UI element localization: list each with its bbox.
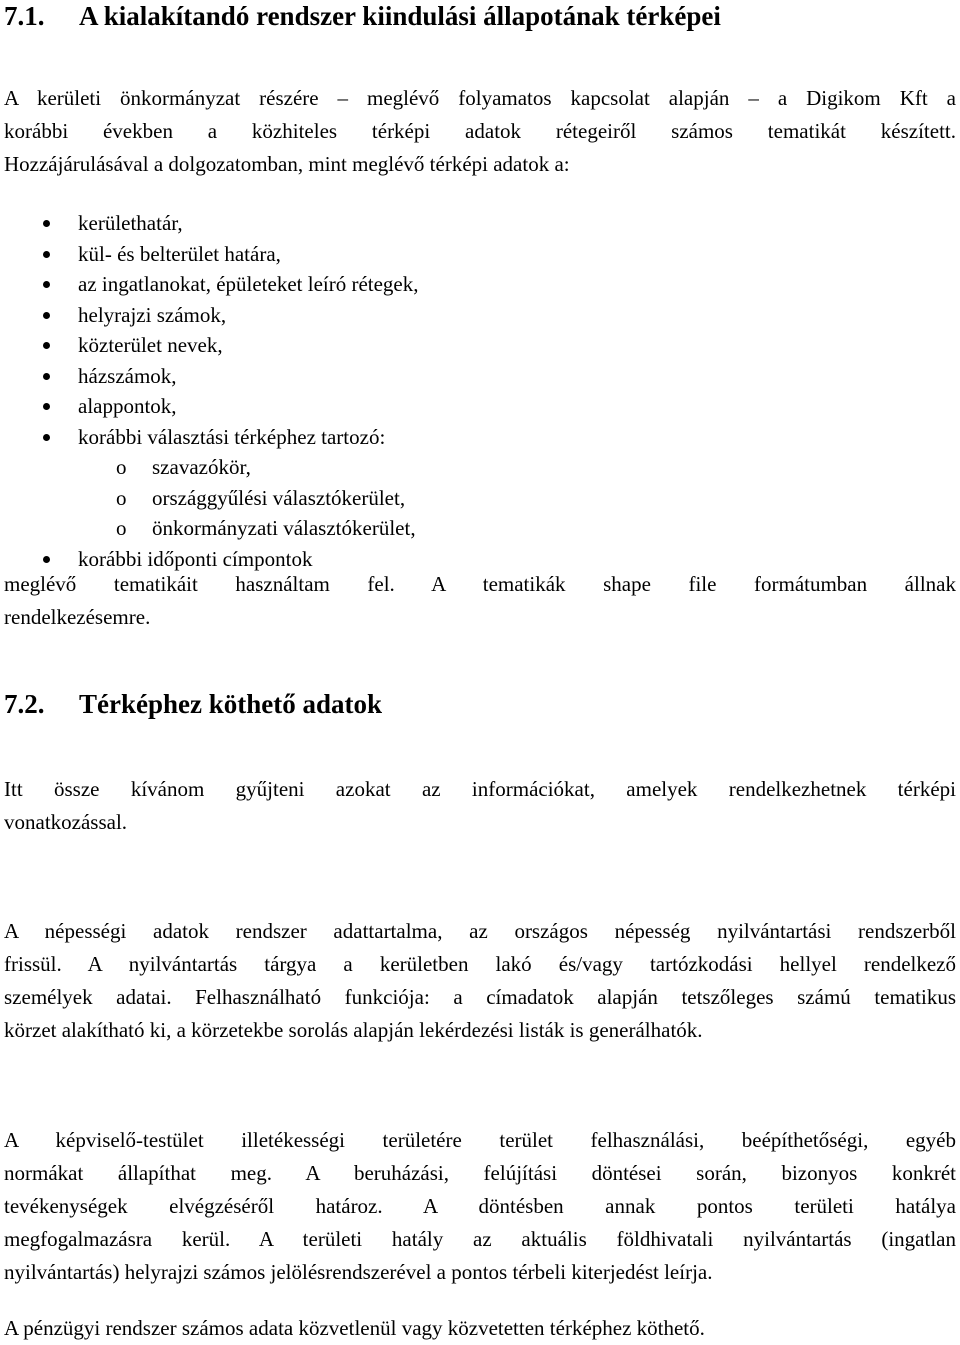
paragraph-council xyxy=(4,1124,956,1289)
paragraph-line: normákat állapíthat meg. A beruházási, felújítási döntései során, bizonyos konkrét xyxy=(4,1161,956,1185)
paragraph-line: vonatkozással. xyxy=(4,810,128,834)
bullet-icon xyxy=(43,373,50,380)
list-item: kül- és belterület határa, xyxy=(0,239,960,270)
bullet-icon xyxy=(43,251,50,258)
section-heading-7-1 xyxy=(4,0,721,32)
paragraph-line: tevékenységek elvégzéséről határoz. A döntésben annak pontos területi hatálya xyxy=(4,1194,956,1218)
bullet-icon xyxy=(43,281,50,288)
section-number: 7.2. xyxy=(4,689,45,719)
list-item: alappontok, xyxy=(0,391,960,422)
paragraph-info xyxy=(4,773,956,839)
paragraph-line: frissül. A nyilvántartás tárgya a kerületben lakó és/vagy tartózkodási hellyel rendelkező xyxy=(4,952,956,976)
circle-bullet-icon: o xyxy=(116,485,127,510)
paragraph-population xyxy=(4,915,956,1047)
intro-paragraph xyxy=(4,82,956,181)
section-number: 7.1. xyxy=(4,1,45,31)
list-item: helyrajzi számok, xyxy=(0,300,960,331)
paragraph-line: nyilvántartás) helyrajzi számos jelölésrendszerével a pontos térbeli kiterjedést leírja. xyxy=(4,1260,713,1284)
paragraph-line: A pénzügyi rendszer számos adata közvetlenül vagy közvetetten térképhez köthető. xyxy=(4,1316,705,1340)
section-heading-7-2 xyxy=(4,688,382,720)
sub-list-item: o szavazókör, xyxy=(0,452,960,483)
sub-list-item: o országgyűlési választókerület, xyxy=(0,483,960,514)
paragraph-line: személyek adatai. Felhasználható funkciója: a címadatok alapján tetszőleges számú tematikus xyxy=(4,985,956,1009)
bullet-icon xyxy=(43,434,50,441)
bullet-icon xyxy=(43,312,50,319)
paragraph-line: megfogalmazásra kerül. A területi hatály az aktuális földhivatali nyilvántartás (ingatlan xyxy=(4,1227,956,1251)
paragraph-line: A képviselő-testület illetékességi területére terület felhasználási, beépíthetőségi, egyéb xyxy=(4,1128,956,1152)
section-title: A kialakítandó rendszer kiindulási állapotának térképei xyxy=(79,1,721,31)
list-item: korábbi időponti címpontok xyxy=(0,544,960,575)
paragraph-line: A népességi adatok rendszer adattartalma, az országos népesség nyilvántartási rendszerből xyxy=(4,919,956,943)
paragraph-line: meglévő tematikáit használtam fel. A tematikák shape file formátumban állnak xyxy=(4,572,956,596)
paragraph-line: körzet alakítható ki, a körzetekbe sorolás alapján lekérdezési listák is generálhatók. xyxy=(4,1018,703,1042)
paragraph-line: Hozzájárulásával a dolgozatomban, mint meglévő térképi adatok a: xyxy=(4,152,570,176)
bullet-icon xyxy=(43,403,50,410)
paragraph-line: korábbi években a közhiteles térképi adatok rétegeiről számos tematikát készített. xyxy=(4,119,956,143)
list-item: házszámok, xyxy=(0,361,960,392)
after-list-paragraph xyxy=(4,568,956,634)
bullet-icon xyxy=(43,342,50,349)
list-item: közterület nevek, xyxy=(0,330,960,361)
paragraph-finance xyxy=(4,1312,956,1345)
list-item: kerülethatár, xyxy=(0,208,960,239)
circle-bullet-icon: o xyxy=(116,455,127,479)
section-title: Térképhez köthető adatok xyxy=(79,689,382,719)
paragraph-line: A kerületi önkormányzat részére – meglévő folyamatos kapcsolat alapján – a Digikom Kft a xyxy=(4,86,956,110)
bullet-icon xyxy=(43,220,50,227)
paragraph-line: rendelkezésemre. xyxy=(4,605,151,629)
paragraph-line: Itt össze kívánom gyűjteni azokat az információkat, amelyek rendelkezhetnek térképi xyxy=(4,777,956,801)
list-item: az ingatlanokat, épületeket leíró rétegek, xyxy=(0,269,960,300)
sub-list-item: o önkormányzati választókerület, xyxy=(0,513,960,544)
circle-bullet-icon: o xyxy=(116,516,127,540)
list-item: korábbi választási térképhez tartozó: xyxy=(0,422,960,453)
bullet-icon xyxy=(43,556,50,563)
map-data-list xyxy=(0,208,960,574)
